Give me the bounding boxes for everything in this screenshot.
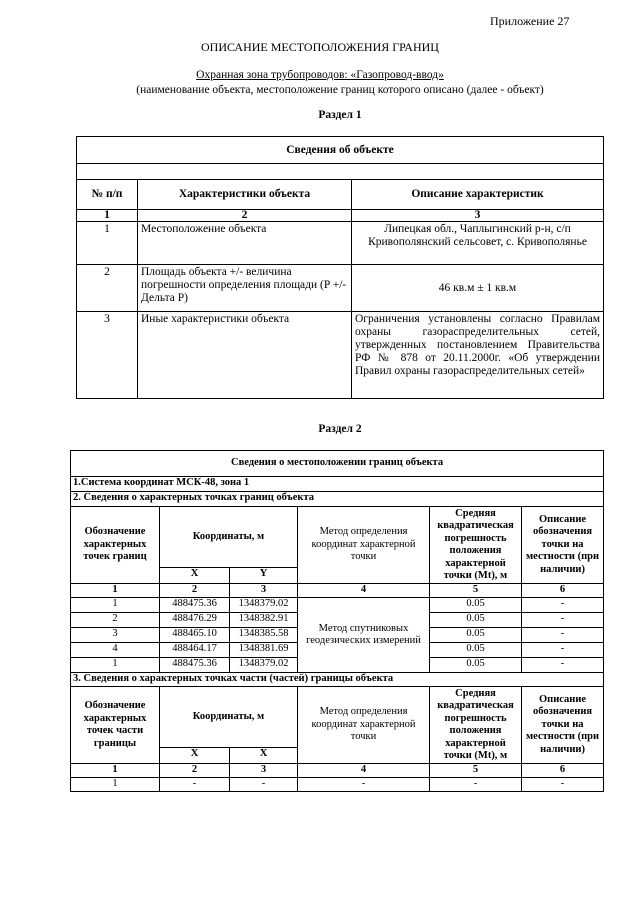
col-number-6: 6 bbox=[522, 584, 604, 598]
col-number-3: 3 bbox=[352, 210, 604, 222]
object-caption: (наименование объекта, местоположение границ которого описано (далее - объект) bbox=[136, 84, 544, 96]
part-method: - bbox=[298, 778, 430, 792]
row-characteristic: Местоположение объекта bbox=[138, 222, 352, 265]
point-x: 488475.36 bbox=[160, 598, 230, 613]
col-number-1: 1 bbox=[71, 764, 160, 778]
point-desc: - bbox=[522, 658, 604, 673]
header-error: Средняя квадратическая погрешность положения характерной точки (Mt), м bbox=[430, 507, 522, 584]
part-point-x: - bbox=[160, 778, 230, 792]
col-number-2: 2 bbox=[160, 584, 230, 598]
header-number: № п/п bbox=[77, 180, 138, 210]
object-info-title: Сведения об объекте bbox=[77, 137, 604, 164]
point-id: 4 bbox=[71, 643, 160, 658]
table-row bbox=[71, 598, 604, 613]
coordinate-system: 1.Система координат МСК-48, зона 1 bbox=[71, 477, 604, 492]
header-description: Описание характеристик bbox=[352, 180, 604, 210]
col-number-4: 4 bbox=[298, 584, 430, 598]
part2-title: 2. Сведения о характерных точках границ объекта bbox=[71, 492, 604, 507]
object-info-table bbox=[76, 136, 604, 399]
point-y: 1348385.58 bbox=[230, 628, 298, 643]
header-desc-part: Описание обозначения точки на местности (при наличии) bbox=[522, 687, 604, 764]
point-x: 488465.10 bbox=[160, 628, 230, 643]
table-row bbox=[77, 265, 604, 312]
row-characteristic: Площадь объекта +/- величина погрешности определения площади (P +/- Дельта P) bbox=[138, 265, 352, 312]
point-x: 488464.17 bbox=[160, 643, 230, 658]
point-desc: - bbox=[522, 628, 604, 643]
header-coords-part: Координаты, м bbox=[160, 687, 298, 748]
row-characteristic: Иные характеристики объекта bbox=[138, 312, 352, 399]
point-error: 0.05 bbox=[430, 658, 522, 673]
header-error-part: Средняя квадратическая погрешность положения характерной точки (Mt), м bbox=[430, 687, 522, 764]
header-point-part: Обозначение характерных точек части границы bbox=[71, 687, 160, 764]
col-number-2: 2 bbox=[160, 764, 230, 778]
header-y: Y bbox=[230, 568, 298, 584]
header-point: Обозначение характерных точек границ bbox=[71, 507, 160, 584]
row-description: Ограничения установлены согласно Правилам охраны газораспределительных сетей, утвержденных постановлением Правительства РФ № 878 от 20.11.2000г. «Об утверждении Правил охраны газораспределительных сетей» bbox=[352, 312, 604, 399]
table-row bbox=[71, 778, 604, 792]
header-coords: Координаты, м bbox=[160, 507, 298, 568]
col-number-1: 1 bbox=[77, 210, 138, 222]
point-id: 1 bbox=[71, 598, 160, 613]
header-characteristic: Характеристики объекта bbox=[138, 180, 352, 210]
point-x: 488475.36 bbox=[160, 658, 230, 673]
col-number-5: 5 bbox=[430, 584, 522, 598]
point-x: 488476.29 bbox=[160, 613, 230, 628]
section1-title: Раздел 1 bbox=[318, 109, 362, 121]
boundary-table bbox=[70, 450, 604, 792]
point-id: 2 bbox=[71, 613, 160, 628]
point-id: 3 bbox=[71, 628, 160, 643]
row-number: 1 bbox=[77, 222, 138, 265]
point-y: 1348382.91 bbox=[230, 613, 298, 628]
col-number-2: 2 bbox=[138, 210, 352, 222]
point-error: 0.05 bbox=[430, 598, 522, 613]
col-number-6: 6 bbox=[522, 764, 604, 778]
row-number: 3 bbox=[77, 312, 138, 399]
table-row bbox=[77, 222, 604, 265]
appendix-label: Приложение 27 bbox=[490, 14, 570, 28]
point-id: 1 bbox=[71, 658, 160, 673]
row-description: Липецкая обл., Чаплыгинский р-н, с/п Кривополянский сельсовет, с. Кривополянье bbox=[352, 222, 604, 265]
part-error: - bbox=[430, 778, 522, 792]
point-error: 0.05 bbox=[430, 613, 522, 628]
header-method-part: Метод определения координат характерной точки bbox=[298, 687, 430, 764]
col-number-3: 3 bbox=[230, 764, 298, 778]
point-desc: - bbox=[522, 613, 604, 628]
col-number-4: 4 bbox=[298, 764, 430, 778]
point-y: 1348381.69 bbox=[230, 643, 298, 658]
part-point-id: 1 bbox=[71, 778, 160, 792]
header-y-part: X bbox=[230, 748, 298, 764]
page-title: ОПИСАНИЕ МЕСТОПОЛОЖЕНИЯ ГРАНИЦ bbox=[201, 40, 439, 54]
row-number: 2 bbox=[77, 265, 138, 312]
point-error: 0.05 bbox=[430, 628, 522, 643]
table-row bbox=[77, 312, 604, 399]
point-y: 1348379.02 bbox=[230, 598, 298, 613]
empty-row bbox=[77, 164, 604, 180]
header-method: Метод определения координат характерной точки bbox=[298, 507, 430, 584]
boundary-table-title: Сведения о местоположении границ объекта bbox=[71, 451, 604, 477]
part-point-y: - bbox=[230, 778, 298, 792]
section2-title: Раздел 2 bbox=[318, 423, 362, 435]
part-desc: - bbox=[522, 778, 604, 792]
header-desc: Описание обозначения точки на местности (при наличии) bbox=[522, 507, 604, 584]
point-error: 0.05 bbox=[430, 643, 522, 658]
point-y: 1348379.02 bbox=[230, 658, 298, 673]
point-desc: - bbox=[522, 643, 604, 658]
col-number-5: 5 bbox=[430, 764, 522, 778]
point-desc: - bbox=[522, 598, 604, 613]
col-number-1: 1 bbox=[71, 584, 160, 598]
row-description: 46 кв.м ± 1 кв.м bbox=[352, 265, 604, 312]
header-x: X bbox=[160, 568, 230, 584]
col-number-3: 3 bbox=[230, 584, 298, 598]
object-name: Охранная зона трубопроводов: «Газопровод-ввод» bbox=[196, 69, 444, 81]
part3-title: 3. Сведения о характерных точках части (частей) границы объекта bbox=[71, 673, 604, 687]
header-x-part: X bbox=[160, 748, 230, 764]
method-cell: Метод спутниковых геодезических измерений bbox=[298, 598, 430, 673]
